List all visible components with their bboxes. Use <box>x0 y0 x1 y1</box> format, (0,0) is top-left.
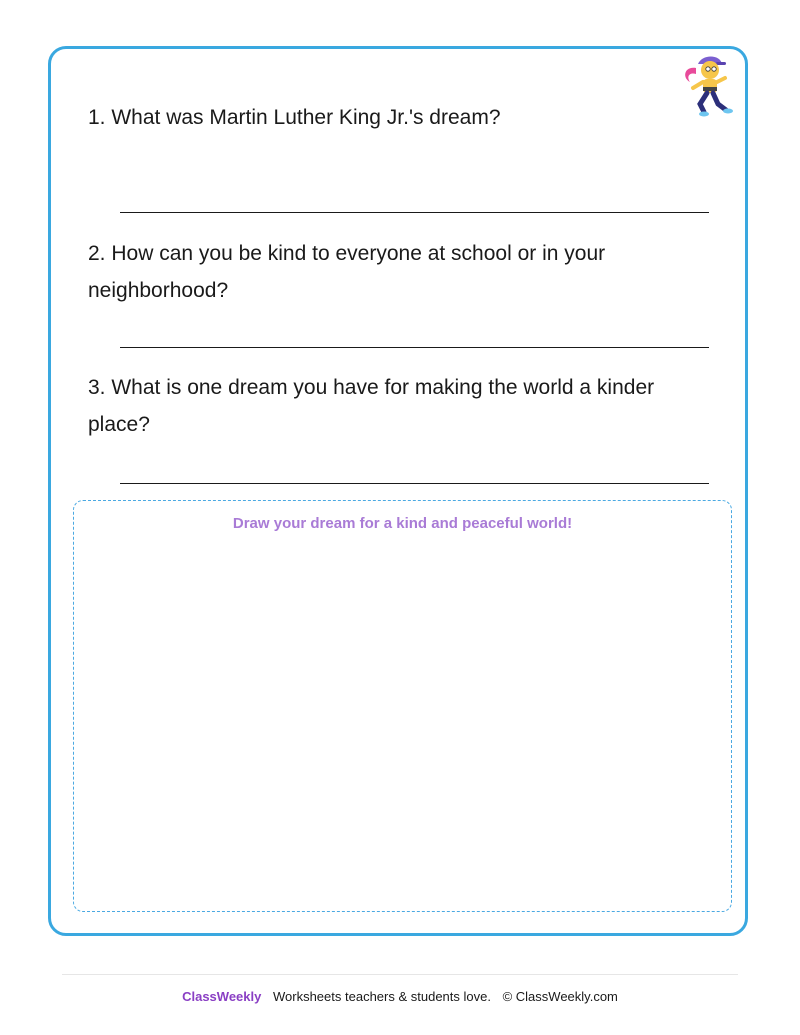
footer-divider <box>62 974 738 975</box>
footer-tagline: Worksheets teachers & students love. <box>272 989 491 1004</box>
footer-brand: ClassWeekly <box>182 989 262 1004</box>
answer-line-2[interactable] <box>120 347 709 348</box>
answer-line-1[interactable] <box>120 212 709 213</box>
drawing-area[interactable] <box>73 500 732 912</box>
question-2: 2. How can you be kind to everyone at school or in your neighborhood? <box>88 242 606 302</box>
footer-copyright: © ClassWeekly.com <box>502 989 618 1004</box>
drawing-prompt: Draw your dream for a kind and peaceful world! <box>232 515 573 532</box>
answer-line-3[interactable] <box>120 483 709 484</box>
question-1: 1. What was Martin Luther King Jr.'s dream? <box>88 106 501 129</box>
question-3: 3. What is one dream you have for making the world a kinder place? <box>88 376 655 436</box>
footer <box>0 989 800 1004</box>
